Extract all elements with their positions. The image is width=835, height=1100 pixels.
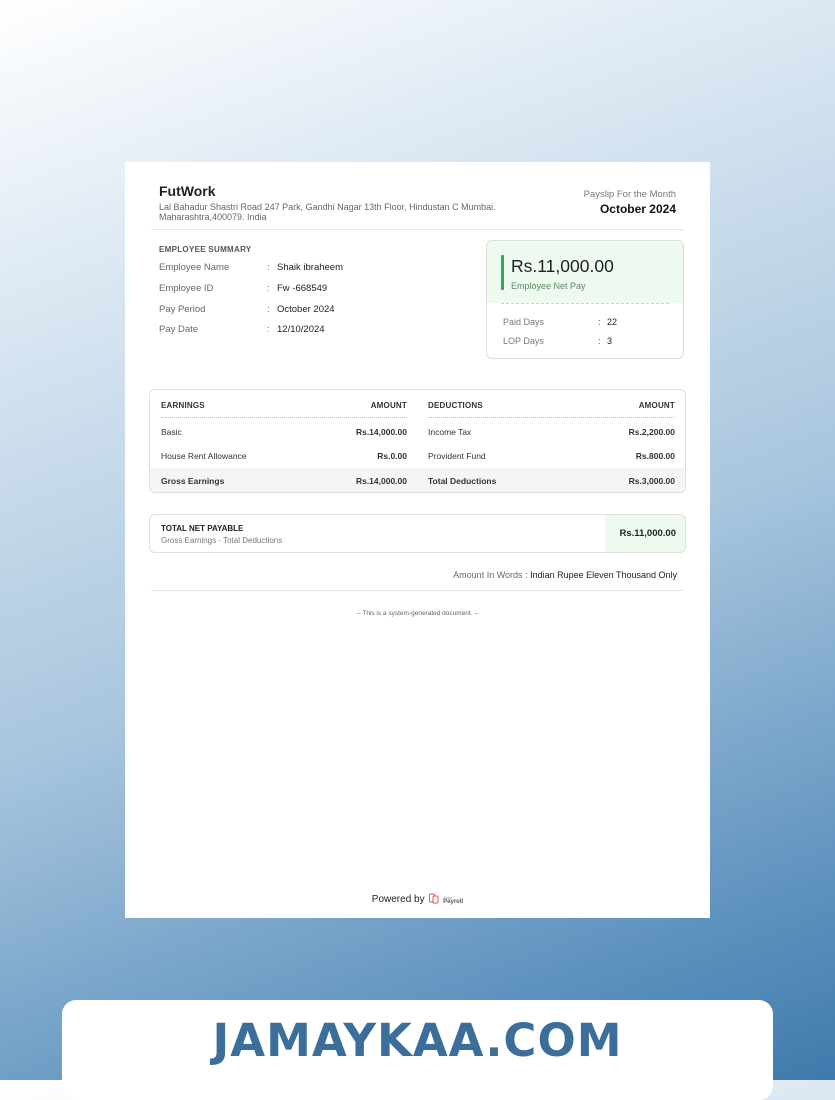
zoho-payroll-logo-icon bbox=[429, 893, 439, 904]
payslip-month-value: October 2024 bbox=[599, 202, 676, 216]
net-pay-accent-bar bbox=[501, 255, 504, 290]
gross-earnings-amount: Rs.14,000.00 bbox=[355, 476, 407, 486]
amount-in-words bbox=[453, 570, 677, 580]
earning-label: Basic bbox=[161, 427, 182, 437]
net-pay-highlight bbox=[487, 241, 683, 303]
watermark-banner bbox=[62, 1000, 773, 1100]
net-pay-label: Employee Net Pay bbox=[511, 281, 586, 291]
deductions-header: DEDUCTIONS bbox=[428, 401, 483, 410]
summary-separator: : bbox=[267, 304, 270, 315]
earning-amount: Rs.14,000.00 bbox=[355, 427, 407, 437]
deduction-label: Provident Fund bbox=[428, 451, 486, 461]
net-payable-subtitle: Gross Earnings - Total Deductions bbox=[161, 536, 283, 545]
company-name: FutWork bbox=[159, 183, 216, 199]
totals-row bbox=[150, 468, 685, 492]
deduction-amount: Rs.800.00 bbox=[635, 451, 675, 461]
logo-product: Payroll bbox=[443, 899, 464, 905]
deductions-amount-header: AMOUNT bbox=[638, 401, 675, 410]
summary-row-employee-id bbox=[159, 283, 449, 297]
lop-days-value: 3 bbox=[607, 336, 613, 346]
summary-value: Fw -668549 bbox=[277, 283, 328, 294]
net-payable-box bbox=[149, 514, 686, 553]
earnings-amount-header: AMOUNT bbox=[370, 401, 407, 410]
summary-row-employee-name bbox=[159, 262, 449, 276]
net-pay-card bbox=[486, 240, 684, 359]
lop-days-separator: : bbox=[598, 336, 601, 346]
summary-value: October 2024 bbox=[277, 304, 335, 315]
company-address: Lal Bahadur Shastri Road 247 Park, Gandhi Nagar 13th Floor, Hindustan C Mumbai. Maharashtra,400079. India bbox=[159, 202, 496, 222]
earning-amount: Rs.0.00 bbox=[377, 451, 407, 461]
employee-summary-title: EMPLOYEE SUMMARY bbox=[159, 245, 252, 254]
total-deductions-amount: Rs.3,000.00 bbox=[628, 476, 675, 486]
earnings-header: EARNINGS bbox=[161, 401, 205, 410]
system-generated-note: -- This is a system-generated document. -- bbox=[356, 610, 479, 617]
net-payable-title: TOTAL NET PAYABLE bbox=[161, 524, 244, 533]
zoho-payroll-logo bbox=[443, 895, 463, 905]
summary-value: 12/10/2024 bbox=[277, 324, 325, 335]
deductions-header-divider bbox=[428, 417, 674, 418]
logo-brand: Zoho bbox=[443, 895, 453, 900]
net-payable-amount: Rs.11,000.00 bbox=[619, 528, 676, 539]
total-deductions-label: Total Deductions bbox=[428, 476, 497, 486]
header-divider bbox=[151, 229, 684, 230]
summary-value: Shaik ibraheem bbox=[277, 262, 344, 273]
summary-separator: : bbox=[267, 283, 270, 294]
net-pay-amount: Rs.11,000.00 bbox=[511, 256, 614, 276]
summary-separator: : bbox=[267, 262, 270, 273]
payslip-month-label: Payslip For the Month bbox=[583, 189, 676, 200]
net-payable-amount-box bbox=[605, 515, 685, 552]
summary-row-pay-period bbox=[159, 304, 449, 318]
lop-days-label: LOP Days bbox=[503, 336, 544, 346]
earnings-header-divider bbox=[161, 417, 407, 418]
watermark-text: JAMAYKAA.COM bbox=[212, 1014, 623, 1067]
summary-label: Employee ID bbox=[159, 283, 214, 294]
powered-by-text: Powered by bbox=[371, 894, 425, 905]
deduction-label: Income Tax bbox=[428, 427, 472, 437]
summary-row-pay-date bbox=[159, 324, 449, 338]
net-pay-divider bbox=[501, 303, 669, 304]
summary-separator: : bbox=[267, 324, 270, 335]
paid-days-label: Paid Days bbox=[503, 317, 545, 327]
footer-divider bbox=[151, 590, 684, 591]
payslip-document bbox=[125, 162, 710, 918]
amount-in-words-label: Amount In Words : bbox=[453, 570, 528, 580]
gross-earnings-label: Gross Earnings bbox=[161, 476, 225, 486]
paid-days-value: 22 bbox=[607, 317, 618, 327]
deduction-amount: Rs.2,200.00 bbox=[628, 427, 675, 437]
paid-days-separator: : bbox=[598, 317, 601, 327]
summary-label: Pay Date bbox=[159, 324, 199, 335]
summary-label: Pay Period bbox=[159, 304, 206, 315]
amount-in-words-value: Indian Rupee Eleven Thousand Only bbox=[530, 570, 677, 580]
earnings-deductions-table bbox=[149, 389, 686, 493]
powered-by bbox=[125, 893, 710, 905]
earning-label: House Rent Allowance bbox=[161, 451, 247, 461]
summary-label: Employee Name bbox=[159, 262, 230, 273]
